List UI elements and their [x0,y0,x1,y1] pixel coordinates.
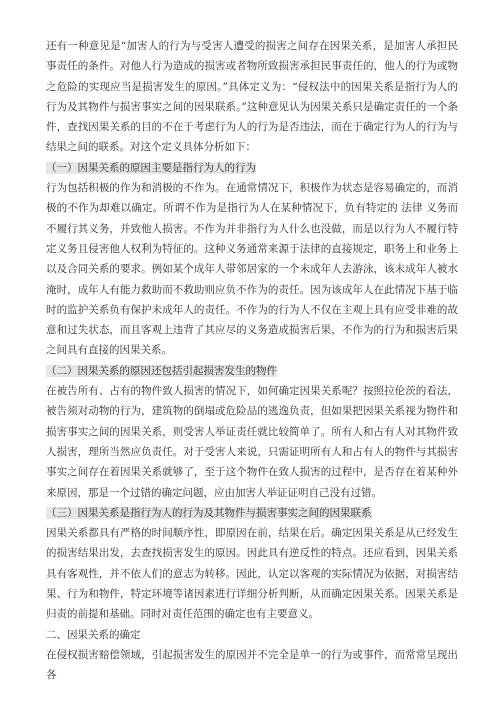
paragraph-time-sequence: 因果关系都具有严格的时间顺序性，即原因在前，结果在后。确定因果关系是从已经发生的损害结果出发，去查找损害发生的原因。因此具有逆反性的特点。还应看到，因果关系具有客观性，并不依人们的意志为转移。因此，认定以客观的实际情况为依据，对损害结果、行为和物件，特定环境等诸因素进行详细分析判断，从而确定因果关系。因果关系是归责的前提和基础。同时对责任范围的确定也有主要意义。 [46,527,458,621]
paragraph-object-liability: 在被告所有、占有的物件致人损害的情况下，如何确定因果关系呢？按照拉伦茨的看法，被告须对动物的行为，建筑物的倒塌或危险品的逃逸负责，但如果把因果关系视为物件和损害事实之间的因果关系，则受害人举证责任就比较简单了。所有人和占有人对其物件致人损害，理所当然应负责任。对于受害人来说，只需证明所有人和占有人的物件与其损害事实之间存在着因果关系就够了，至于这个物件在致人损害的过程中，是否存在着某种外来原因，那是一个过错的确定问题，应由加害人举证证明自己没有过错。 [46,385,458,499]
document-body [46,36,458,686]
section-heading-4: 二、因果关系的确定 [46,628,141,641]
paragraph-causation-determination: 在侵权损害赔偿领域，引起损害发生的原因并不完全是单一的行为或事件，而常常呈现出各 [46,648,458,682]
section-heading-3 [46,503,458,523]
section-heading-1 [46,158,458,178]
paragraph-act-omission: 行为包括积极的作为和消极的不作为。在通常情况下，积极作为状态是容易确定的，而消极的不作为却难以确定。所谓不作为是指行为人在某种情况下，负有特定的 法律 义务而不履行其义务，并致他人损害。不作为并非指行为人什么也没做，而是以行为人不履行特定义务且侵害他人权利为特征的。这种义务通常来源于法律的直接规定，职务上和业务上以及合同关系的要求。例如某个成年人带邻居家的一个未成年人去游泳，该未成年人被水淹时，成年人有能力救助而不救助则应负不作为的责任。因为该成年人在此情况下基于临时的监护关系负有保护未成年人的责任。不作为的行为人不仅在主观上具有应受非难的故意和过失状态，而且客观上违背了其应尽的义务造成损害后果，不作为的行为和损害后果之间具有直接的因果关系。 [46,182,458,357]
paragraph-opinion-definition: 还有一种意见是“加害人的行为与受害人遭受的损害之间存在因果关系，是加害人承担民事责任的条件。对他人行为造成的损害或者物所致损害承担民事责任的，他人的行为或物之危险的实现应当是损害发生的原因。”具体定义为：“侵权法中的因果关系是指行为人的行为及其物件与损害事实之间的因果联系。”这种意见认为因果关系只是确定责任的一个条件，查找因果关系的目的不在于考虑行为人的行为是否违法，而在于确定行为人的行为与结果之间的联系。对这个定义具体分析如下： [46,40,458,154]
heading-2-text: （二）因果关系的原因还包括引起损害发生的物件 [46,364,277,377]
section-heading-2 [46,361,458,381]
heading-1-text: （一）因果关系的原因主要是指行为人的行为 [46,161,256,174]
heading-3-text: （三）因果关系是指行为人的行为及其物件与损害事实之间的因果联系 [46,506,372,519]
